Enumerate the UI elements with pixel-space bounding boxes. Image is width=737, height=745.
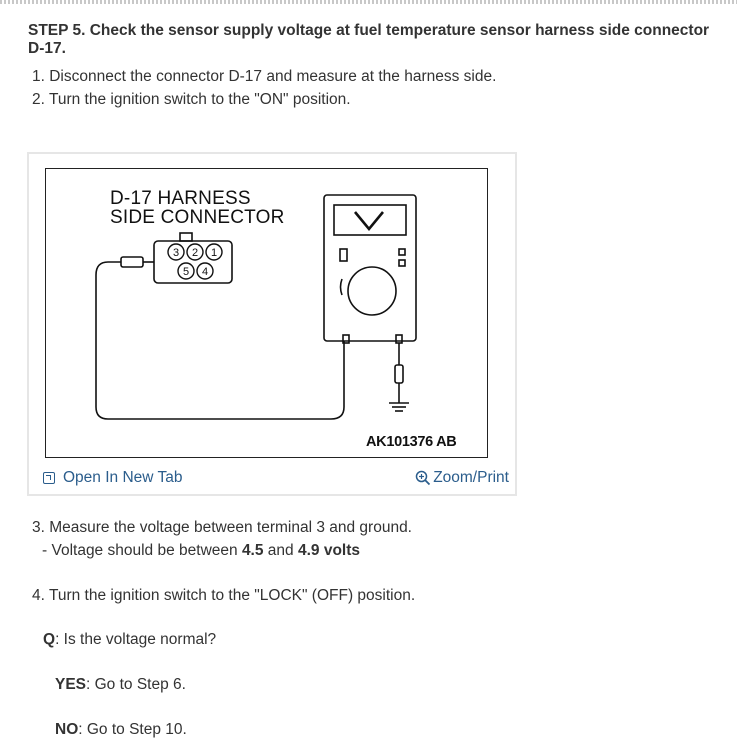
top-divider (0, 0, 737, 4)
figure-container (27, 152, 517, 496)
voltage-and: and (263, 542, 298, 559)
figure-actions (29, 468, 515, 492)
terminal-3: 3 (172, 247, 180, 259)
step3-text: 3. Measure the voltage between terminal 3 and ground. (32, 519, 412, 536)
step-title: STEP 5. Check the sensor supply voltage at fuel temperature sensor harness side connector D-17. (28, 22, 710, 57)
wiring-diagram (45, 168, 488, 458)
no-text: : Go to Step 10. (78, 721, 187, 738)
yes-answer (55, 676, 186, 694)
external-link-icon (43, 472, 55, 484)
no-answer (55, 721, 187, 739)
question-label: Q (43, 631, 56, 648)
yes-text: : Go to Step 6. (86, 676, 186, 693)
terminal-2: 2 (191, 247, 199, 259)
voltage-prefix: - Voltage should be between (42, 542, 242, 559)
terminal-4: 4 (201, 266, 209, 278)
terminal-5: 5 (182, 266, 190, 278)
step4-text: 4. Turn the ignition switch to the "LOCK" (OFF) position. (32, 587, 416, 604)
question (43, 631, 216, 649)
connector-label (110, 189, 285, 227)
open-in-new-tab-label: Open In New Tab (63, 469, 183, 486)
yes-label: YES (55, 676, 87, 693)
terminal-1: 1 (210, 247, 218, 259)
connector-label-line1: D-17 HARNESS (110, 188, 251, 209)
zoom-print-label: Zoom/Print (433, 469, 509, 486)
voltage-spec (42, 542, 360, 560)
voltage-min: 4.5 (241, 542, 264, 559)
question-text: : Is the voltage normal? (55, 631, 217, 648)
instruction-1: 1. Disconnect the connector D-17 and measure at the harness side. (32, 68, 497, 85)
voltage-max: 4.9 volts (297, 542, 361, 559)
zoom-print-link[interactable] (415, 469, 509, 487)
instruction-2: 2. Turn the ignition switch to the "ON" position. (32, 91, 351, 108)
no-label: NO (55, 721, 79, 738)
zoom-icon (415, 470, 431, 486)
connector-label-line2: SIDE CONNECTOR (110, 207, 285, 228)
figure-code: AK101376 AB (366, 434, 457, 450)
open-in-new-tab-link[interactable] (43, 469, 182, 487)
